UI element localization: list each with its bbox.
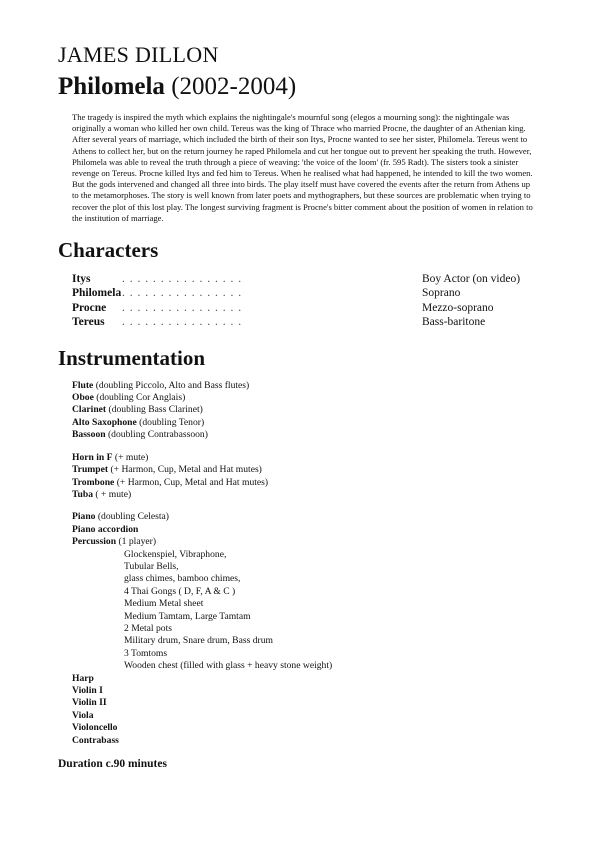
percussion-item: 2 Metal pots (124, 622, 172, 634)
instrument-line (72, 536, 558, 548)
instrument-line (72, 477, 558, 489)
instrument-name: Flute (72, 379, 94, 391)
composer-name: JAMES DILLON (58, 42, 219, 67)
instrument-line (72, 524, 558, 536)
characters-heading: Characters (58, 238, 159, 263)
instrument-line (72, 429, 558, 441)
instrument-line (72, 697, 558, 709)
instrument-name: Viola (72, 709, 94, 721)
character-leader-dots: . . . . . . . . . . . . . . . . (122, 301, 243, 314)
instrument-detail: (doubling Contrabassoon) (105, 429, 208, 441)
instrument-name: Bassoon (72, 429, 106, 441)
instrument-line (72, 464, 558, 476)
percussion-item: 3 Tomtoms (124, 647, 168, 659)
percussion-item: 4 Thai Gongs ( D, F, A & C ) (124, 585, 236, 597)
instrument-line (72, 673, 558, 685)
instrument-line (72, 489, 558, 501)
instrument-name: Percussion (72, 536, 117, 548)
brass-group (72, 452, 558, 502)
instrument-line (72, 392, 558, 404)
duration-text: Duration c.90 minutes (58, 758, 167, 771)
percussion-item: Medium Metal sheet (124, 598, 204, 610)
woodwinds-group (72, 380, 558, 442)
instrument-name: Alto Saxophone (72, 416, 137, 428)
character-name: Procne (72, 301, 107, 314)
instrument-detail: (doubling Piccolo, Alto and Bass flutes) (93, 379, 250, 391)
instrument-name: Horn in F (72, 451, 113, 463)
instrument-detail: (1 player) (116, 536, 157, 548)
instrument-name: Violin II (72, 697, 107, 709)
instrument-name: Violin I (72, 685, 103, 696)
instrument-line (72, 511, 558, 523)
character-leader-dots: . . . . . . . . . . . . . . . . (122, 273, 243, 286)
instrument-detail: (doubling Tenor) (136, 416, 205, 428)
instrument-name: Piano accordion (72, 523, 139, 535)
character-leader-dots: . . . . . . . . . . . . . . . . (122, 316, 243, 329)
instrumentation-heading: Instrumentation (58, 345, 206, 370)
percussion-item: glass chimes, bamboo chimes, (124, 573, 241, 585)
instrument-detail: (+ Harmon, Cup, Metal and Hat mutes) (108, 464, 262, 476)
work-title (58, 72, 558, 102)
instrument-name: Tuba (72, 488, 93, 500)
instrument-name: Contrabass (72, 734, 119, 746)
synopsis-paragraph: The tragedy is inspired the myth which explains the nightingale's mournful song (elegos a mourning song): the nightingale was originally a woman who killed her own child. Tereus was the king of Thrace who married Procne, the daughter of an Athenian king. After several years of marriage, which included the birth of their son Itys, Procne wanted to see her sister, Philomela. Tereus went to Athens to collect her, but on the return journey he raped Philomela and cut her tongue out to prevent her speaking the truth. However, Philomela was able to reveal the truth through a piece of weaving: 'the voice of the loom' (fr. 595 Radt). The sisters took a sinister revenge on Tereus. Procne killed Itys and fed him to Tereus. When he realised what had happened, he intended to kill the two women. But the gods intervened and changed all three into birds. The play itself must have covered the events after the return from Athens up to the metamorphoses. The story is well known from later poets and mythographers, but these sources are problematic when trying to recover the plot of this lost play. The longest surviving fragment is Procne's bitter comment about the position of women in relation to the institution of marriage. (72, 112, 533, 223)
character-name: Philomela (72, 287, 122, 300)
characters-table (72, 272, 552, 330)
character-voice: Bass-baritone (422, 316, 486, 329)
work-title-name: Philomela (58, 73, 165, 100)
instrument-line (72, 417, 558, 429)
character-leader-dots: . . . . . . . . . . . . . . . . (122, 287, 243, 300)
instrument-name: Clarinet (72, 404, 107, 416)
instrument-name: Harp (72, 672, 94, 684)
instrument-line (72, 735, 558, 747)
percussion-item: Military drum, Snare drum, Bass drum (124, 635, 273, 647)
instrument-line (72, 710, 558, 722)
character-row (72, 301, 552, 315)
work-title-years: (2002-2004) (164, 73, 297, 100)
character-row (72, 272, 552, 286)
instrument-line (72, 452, 558, 464)
percussion-item: Glockenspiel, Vibraphone, (124, 548, 227, 560)
instrument-name: Piano (72, 511, 96, 523)
instrument-line (72, 685, 558, 697)
instrument-detail: ( + mute) (93, 488, 132, 500)
character-voice: Soprano (422, 287, 461, 300)
character-voice: Mezzo-soprano (422, 301, 494, 314)
character-row (72, 315, 552, 329)
instrument-detail: (+ Harmon, Cup, Metal and Hat mutes) (114, 476, 269, 488)
percussion-item: Tubular Bells, (124, 560, 179, 572)
character-name: Itys (72, 273, 91, 286)
instrument-detail: (+ mute) (112, 451, 149, 463)
instrument-line (72, 380, 558, 392)
instrument-line (72, 404, 558, 416)
instrument-name: Trumpet (72, 464, 109, 476)
instrument-name: Violoncello (72, 722, 118, 734)
character-voice: Boy Actor (on video) (422, 273, 521, 286)
percussion-item: Medium Tamtam, Large Tamtam (124, 610, 251, 622)
instrument-line (72, 722, 558, 734)
instrumentation-list (72, 380, 558, 747)
character-row (72, 286, 552, 300)
character-name: Tereus (72, 316, 105, 329)
instrument-detail: (doubling Bass Clarinet) (106, 404, 203, 416)
keys-percussion-strings-group (72, 511, 558, 747)
instrument-name: Trombone (72, 476, 115, 488)
percussion-item: Wooden chest (filled with glass + heavy stone weight) (124, 660, 333, 672)
instrument-detail: (doubling Cor Anglais) (93, 392, 186, 404)
percussion-list (124, 549, 558, 673)
score-page (58, 42, 558, 771)
instrument-detail: (doubling Celesta) (95, 511, 170, 523)
instrument-name: Oboe (72, 392, 94, 404)
